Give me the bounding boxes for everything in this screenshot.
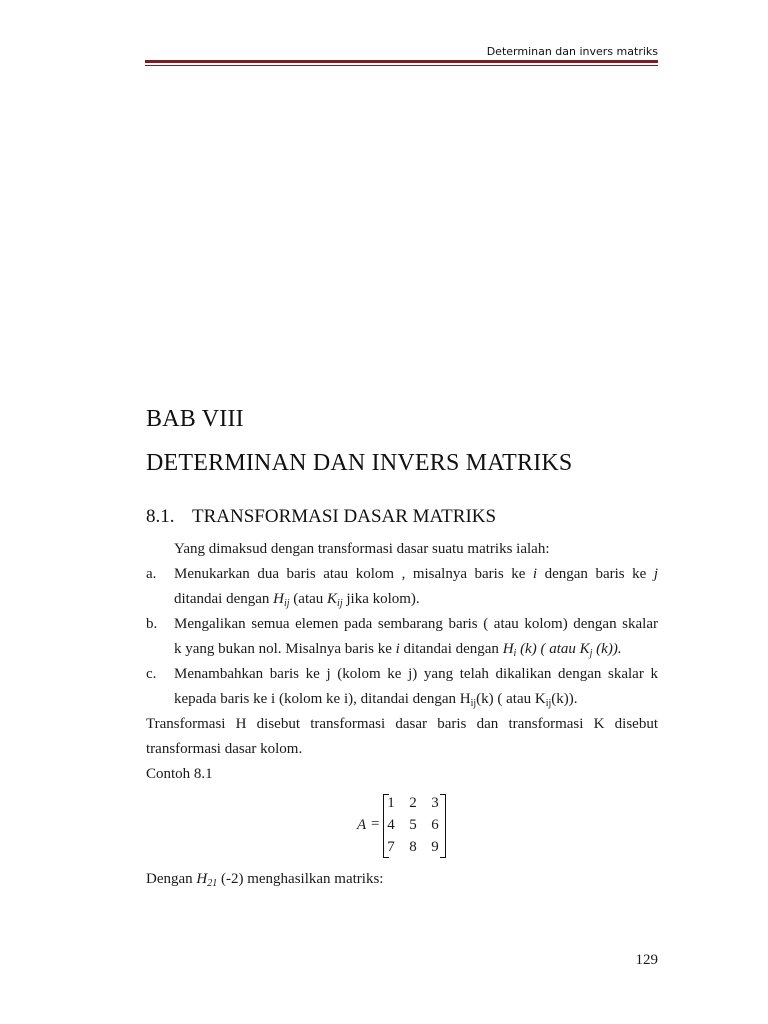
matrix-name: A: [357, 817, 367, 833]
chapter-number: BAB VIII: [146, 406, 244, 432]
matrix-cell: 6: [431, 817, 439, 833]
matrix-cell: 8: [409, 839, 417, 855]
matrix-cell: 1: [387, 795, 395, 811]
followup-text: Dengan $H_{21}$ (-2) menghasilkan matriks:: [146, 871, 384, 889]
list-item-c-line1: Menambahkan baris ke j (kolom ke j) yang telah dikalikan dengan skalar k: [174, 666, 658, 682]
matrix-a: [357, 793, 457, 859]
list-item-c-line2: kepada baris ke i (kolom ke i), ditandai dengan $H_{ij}(k)$ ( atau $K_{ij}(k)$).: [174, 691, 578, 709]
section-heading: [146, 506, 496, 528]
chapter-title: DETERMINAN DAN INVERS MATRIKS: [146, 450, 573, 476]
section-number: 8.1.: [146, 506, 175, 527]
section-title: TRANSFORMASI DASAR MATRIKS: [192, 506, 497, 527]
matrix-cell: 2: [409, 795, 417, 811]
matrix-cell: 4: [387, 817, 395, 833]
intro-text: Yang dimaksud dengan transformasi dasar suatu matriks ialah:: [174, 541, 550, 557]
matrix-cell: 5: [409, 817, 417, 833]
header-rule-thin: [145, 65, 658, 66]
example-label: Contoh 8.1: [146, 766, 213, 782]
summary-line1: Transformasi H disebut transformasi dasar baris dan transformasi K disebut: [146, 716, 658, 732]
summary-line2: transformasi dasar kolom.: [146, 741, 303, 757]
matrix-cell: 9: [431, 839, 439, 855]
header-rule-thick: [145, 60, 658, 63]
list-item-a-line2: ditandai dengan $H_{ij}$ (atau $K_{ij}$ jika kolom).: [174, 591, 420, 609]
list-item-b-line2: k yang bukan nol. Misalnya baris ke i ditandai dengan $H_i$ (k) ( atau $K_j$ (k)).: [174, 641, 622, 659]
matrix-cell: 3: [431, 795, 439, 811]
list-marker-c: c.: [146, 666, 157, 682]
page-number: 129: [635, 952, 658, 968]
running-header: Determinan dan invers matriks: [486, 45, 658, 58]
matrix-cell: 7: [387, 839, 395, 855]
matrix-equals-sign: =: [371, 816, 380, 832]
list-item-b-line1: Mengalikan semua elemen pada sembarang baris ( atau kolom) dengan skalar: [174, 616, 658, 632]
list-marker-b: b.: [146, 616, 158, 632]
list-item-a-line1: Menukarkan dua baris atau kolom , misalnya baris ke i dengan baris ke j: [174, 566, 658, 582]
list-marker-a: a.: [146, 566, 157, 582]
